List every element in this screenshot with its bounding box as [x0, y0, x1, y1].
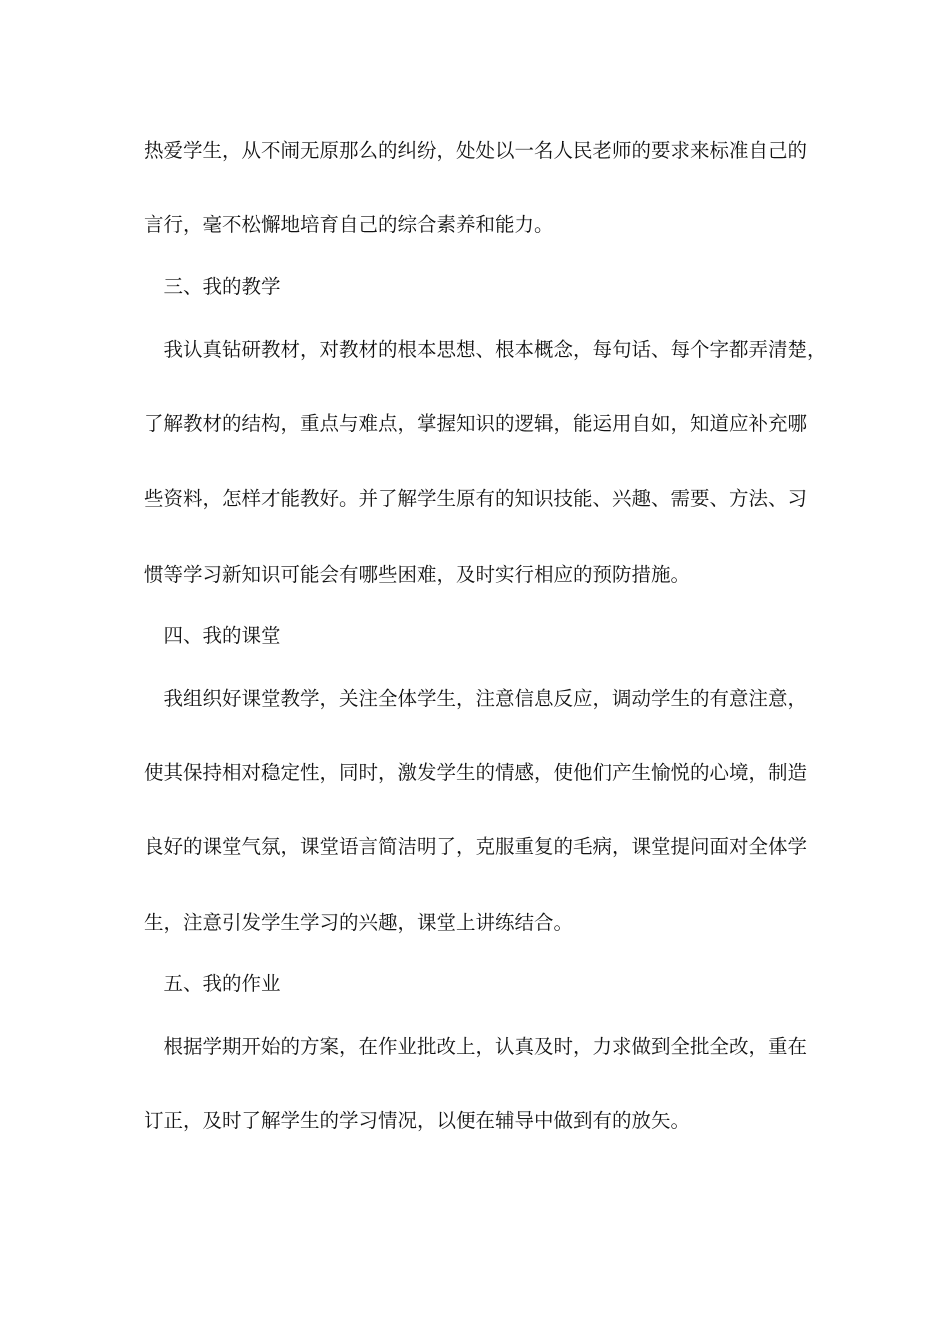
- section-heading-teaching: 三、我的教学: [144, 275, 281, 298]
- paragraph-line: 我组织好课堂教学，关注全体学生，注意信息反应，调动学生的有意注意，: [144, 687, 808, 710]
- paragraph-line: 订正，及时了解学生的学习情况，以便在辅导中做到有的放矢。: [144, 1109, 691, 1132]
- paragraph-line: 良好的课堂气氛，课堂语言简洁明了，克服重复的毛病，课堂提问面对全体学: [144, 835, 808, 858]
- paragraph-line: 言行，毫不松懈地培育自己的综合素养和能力。: [144, 213, 554, 236]
- paragraph-line: 生，注意引发学生学习的兴趣，课堂上讲练结合。: [144, 911, 574, 934]
- paragraph-line: 我认真钻研教材，对教材的根本思想、根本概念，每句话、每个字都弄清楚，: [144, 338, 827, 361]
- paragraph-line: 使其保持相对稳定性，同时，激发学生的情感，使他们产生愉悦的心境，制造: [144, 761, 808, 784]
- paragraph-line: 些资料，怎样才能教好。并了解学生原有的知识技能、兴趣、需要、方法、习: [144, 487, 808, 510]
- paragraph-line: 热爱学生，从不闹无原那么的纠纷，处处以一名人民老师的要求来标准自己的: [144, 139, 808, 162]
- section-heading-homework: 五、我的作业: [144, 972, 281, 995]
- paragraph-line: 根据学期开始的方案，在作业批改上，认真及时，力求做到全批全改，重在: [144, 1035, 808, 1058]
- paragraph-line: 惯等学习新知识可能会有哪些困难，及时实行相应的预防措施。: [144, 563, 691, 586]
- paragraph-line: 了解教材的结构，重点与难点，掌握知识的逻辑，能运用自如，知道应补充哪: [144, 412, 808, 435]
- section-heading-classroom: 四、我的课堂: [144, 624, 281, 647]
